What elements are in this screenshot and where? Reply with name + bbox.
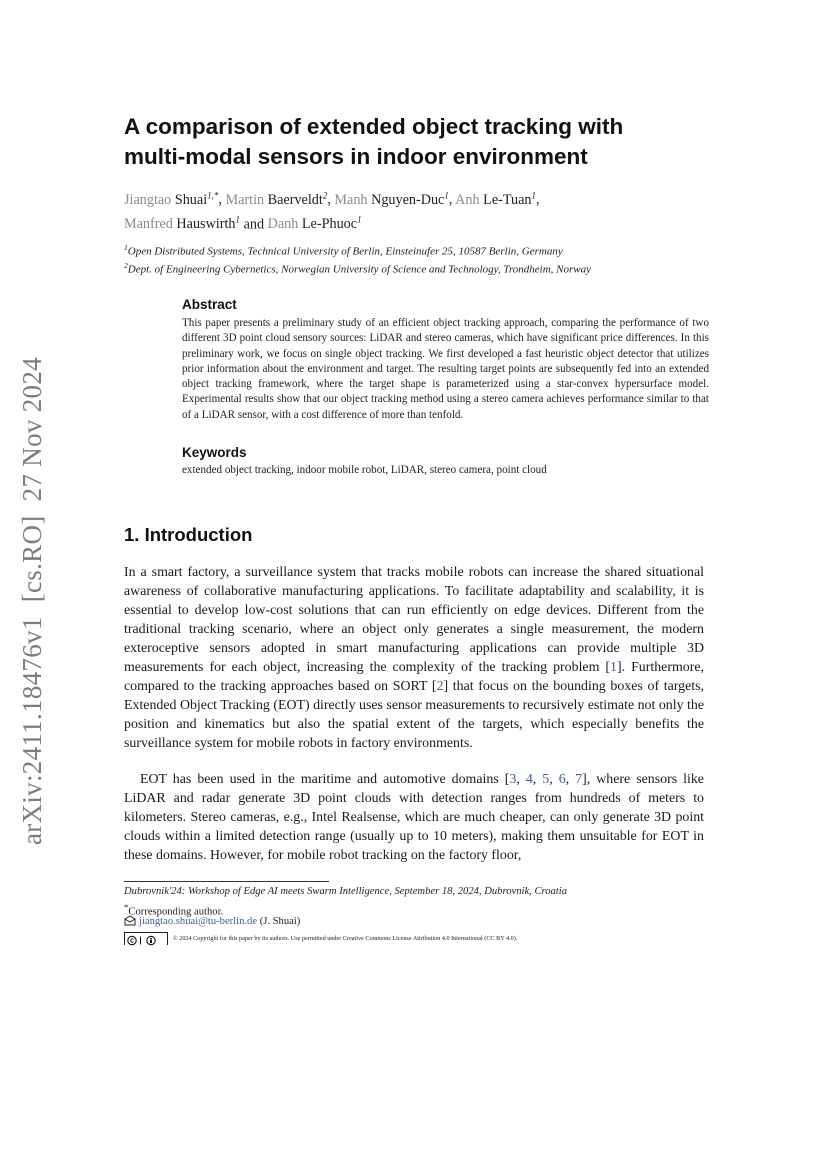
affiliation-mark: 2 bbox=[124, 261, 128, 270]
author-separator: , bbox=[536, 191, 540, 208]
citation-link[interactable]: 5 bbox=[542, 772, 550, 787]
author-given-name: Manfred bbox=[124, 216, 177, 233]
footnote-venue: Dubrovnik'24: Workshop of Edge AI meets Swarm Intelligence, September 18, 2024, Dubrovnik, Croatia bbox=[124, 886, 568, 897]
paragraph-text: ], where sensors like LiDAR and radar generate 3D point clouds with detection ranges from hundreds of meters to kilometers. Stereo cameras, e.g., Intel Realsense, which are much cheaper, can only generate 3D point clouds within a limited detection range (usually up to 10 meters), making them unsuitable for EOT in these domains. However, for mobile robot tracking on the factory floor, bbox=[124, 772, 704, 863]
envelope-icon bbox=[124, 915, 136, 931]
affiliation-mark: 1 bbox=[124, 243, 128, 252]
introduction-paragraph-1 bbox=[124, 563, 704, 753]
author-name bbox=[334, 192, 448, 208]
author-separator: , bbox=[448, 191, 456, 208]
citation-link[interactable]: 4 bbox=[525, 772, 533, 787]
footnote-email bbox=[124, 915, 724, 931]
affiliation-1 bbox=[124, 241, 724, 259]
author-name bbox=[455, 192, 536, 208]
author-affiliation-mark: 1 bbox=[531, 190, 536, 200]
author-given-name: Anh bbox=[455, 191, 484, 208]
citation-link[interactable]: 6 bbox=[558, 772, 566, 787]
keywords-heading: Keywords bbox=[182, 445, 247, 460]
paragraph-text: , bbox=[516, 772, 526, 787]
affiliation-text: Dept. of Engineering Cybernetics, Norwegian University of Science and Technology, Trondheim, Norway bbox=[127, 263, 592, 276]
author-name bbox=[268, 216, 362, 232]
author-list bbox=[124, 185, 724, 234]
corresponding-text: Corresponding author. bbox=[128, 906, 224, 918]
author-family-name: Nguyen-Duc bbox=[371, 191, 445, 208]
author-affiliation-mark: 1 bbox=[235, 214, 241, 225]
corresponding-mark: * bbox=[124, 902, 129, 912]
author-affiliation-mark: 1 bbox=[357, 214, 362, 225]
author-family-name: Hauswirth bbox=[176, 216, 236, 233]
email-link[interactable]: jiangtao.shuai@tu-berlin.de bbox=[139, 916, 258, 927]
author-given-name: Martin bbox=[225, 191, 268, 208]
paragraph-text: , bbox=[565, 772, 576, 787]
author-name bbox=[124, 192, 218, 208]
paragraph-text: ] that focus on the bounding boxes of targets, Extended Object Tracking (EOT) directly uses sensor measurements to recursively estimate not only the position and kinematics but also the spatial extent of the targets, which especially benefits the surveillance system for mobile robots in factory environments. bbox=[124, 679, 704, 751]
author-family-name: Baerveldt bbox=[267, 191, 323, 208]
author-separator: and bbox=[240, 216, 268, 233]
author-given-name: Manh bbox=[334, 191, 372, 208]
paragraph-text: ]. Furthermore, compared to the tracking approaches based on SORT [ bbox=[124, 660, 704, 694]
author-family-name: Le-Tuan bbox=[483, 191, 532, 208]
paragraph-text: In a smart factory, a surveillance system that tracks mobile robots can increase the shared situational awareness of collaborative manufacturing applications. To facilitate adaptability and scalability, it is essential to develop low-cost solutions that can run efficiently on edge devices. Different from the traditional tracking scenario, where an object only generates a single measurement, the modern exteroceptive sensors adopted in smart manufacturing applications can provide multiple 3D measurements for each object, increasing the complexity of the tracking problem [ bbox=[124, 565, 704, 675]
affiliation-2 bbox=[124, 259, 724, 277]
abstract-text: This paper presents a preliminary study of an efficient object tracking approach, comparing the performance of two different 3D point cloud sensory sources: LiDAR and stereo cameras, which have significant price differences. In this preliminary work, we focus on single object tracking. We first developed a fast heuristic object detector that utilizes prior information about the environment and target. The resulting target points are subsequently fed into an extended object tracking framework, where the target shape is parameterized using a star-convex hypersurface model. Experimental results show that our object tracking method using a stereo camera achieves performance similar to that of a LiDAR sensor, with a cost difference of more than tenfold. bbox=[182, 317, 709, 421]
author-given-name: Danh bbox=[267, 216, 302, 233]
paragraph-text: , bbox=[549, 772, 559, 787]
author-affiliation-mark: 1 bbox=[444, 190, 449, 200]
paragraph-text: , bbox=[532, 772, 543, 787]
citation-link[interactable]: 3 bbox=[509, 772, 517, 787]
author-affiliation-mark: 1,* bbox=[207, 190, 219, 200]
author-name bbox=[226, 192, 328, 208]
paragraph-text: EOT has been used in the maritime and automotive domains [ bbox=[140, 772, 510, 787]
cc-by-license-logo bbox=[124, 932, 168, 945]
affiliation-text: Open Distributed Systems, Technical University of Berlin, Einsteinufer 25, 10587 Berlin, Germany bbox=[127, 245, 563, 258]
author-name bbox=[124, 216, 240, 232]
author-separator: , bbox=[327, 191, 335, 208]
author-family-name: Le-Phuoc bbox=[301, 216, 358, 233]
author-given-name: Jiangtao bbox=[124, 191, 175, 208]
citation-link[interactable]: 7 bbox=[575, 772, 583, 787]
copyright-notice: © 2024 Copyright for this paper by its authors. Use permitted under Creative Commons License Attribution 4.0 International (CC BY 4.0). bbox=[173, 935, 518, 942]
citation-link[interactable]: 1 bbox=[610, 660, 617, 675]
citation-link[interactable]: 2 bbox=[436, 679, 444, 694]
section-heading-introduction: 1. Introduction bbox=[124, 524, 253, 545]
footnote-divider bbox=[124, 881, 329, 882]
paper-title: A comparison of extended object tracking with multi-modal sensors in indoor environment bbox=[124, 114, 624, 169]
abstract-heading: Abstract bbox=[182, 297, 237, 312]
author-affiliation-mark: 2 bbox=[322, 190, 328, 200]
introduction-paragraph-2 bbox=[124, 770, 704, 865]
author-family-name: Shuai bbox=[174, 191, 208, 208]
author-separator: , bbox=[218, 191, 226, 208]
arxiv-identifier: arXiv:2411.18476v1 [cs.RO] 27 Nov 2024 bbox=[17, 357, 47, 845]
keywords-text: extended object tracking, indoor mobile robot, LiDAR, stereo camera, point cloud bbox=[182, 464, 547, 476]
email-owner: (J. Shuai) bbox=[259, 916, 301, 927]
